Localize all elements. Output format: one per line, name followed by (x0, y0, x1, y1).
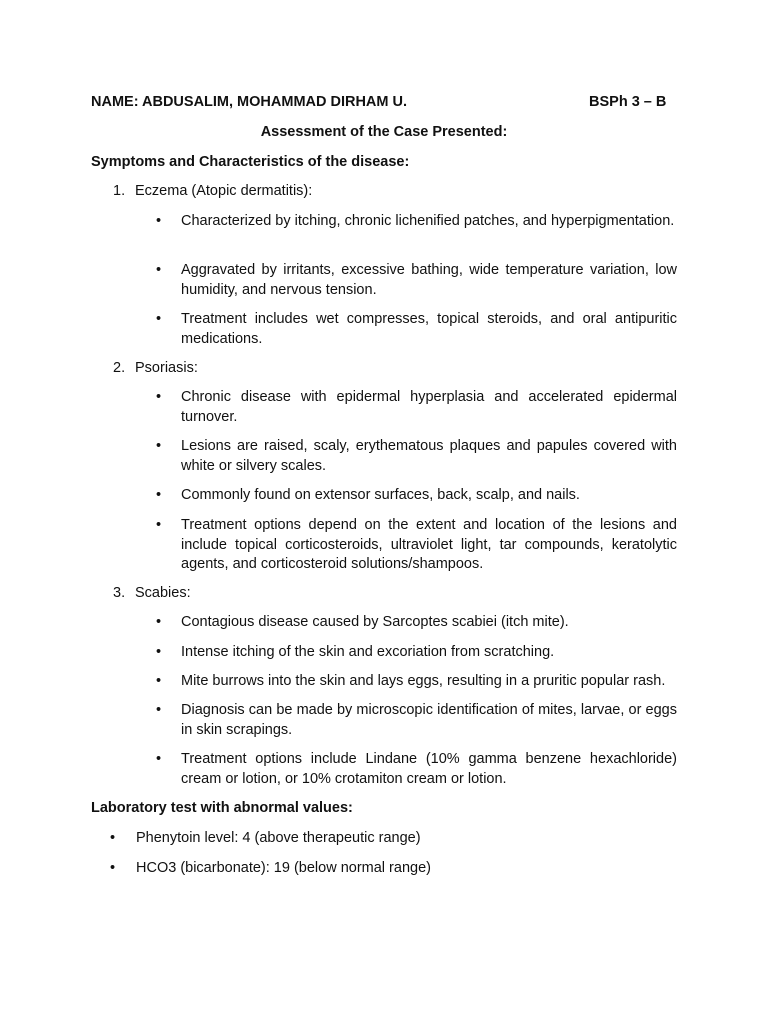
bullet-text: Commonly found on extensor surfaces, back, scalp, and nails. (181, 487, 580, 503)
list-item (156, 701, 677, 740)
list-item (156, 261, 677, 300)
bullet-text: Lesions are raised, scaly, erythematous plaques and papules covered with white or silvery scales. (181, 438, 677, 474)
lab-item-text: HCO3 (bicarbonate): 19 (below normal range) (136, 860, 431, 876)
bullet-icon: • (156, 751, 162, 767)
disease-name: Psoriasis: (135, 360, 198, 376)
disease-item-scabies (113, 584, 191, 604)
bullet-icon: • (156, 614, 162, 630)
list-item (156, 750, 677, 789)
list-item (156, 310, 677, 349)
list-item (156, 486, 677, 506)
disease-item-eczema (113, 182, 312, 202)
list-item (156, 388, 677, 427)
list-item (156, 613, 677, 633)
bullet-text: Diagnosis can be made by microscopic identification of mites, larvae, or eggs in skin scrapings. (181, 702, 677, 738)
bullet-text: Treatment options depend on the extent and location of the lesions and include topical corticosteroids, ultraviolet light, tar compounds, keratolytic agents, and corticosteroid solutions/shampoos. (181, 517, 677, 572)
list-item (156, 212, 677, 232)
class-code: BSPh 3 – B (589, 94, 667, 110)
bullet-text: Characterized by itching, chronic lichenified patches, and hyperpigmentation. (181, 213, 675, 229)
header-row (91, 93, 671, 113)
list-item (156, 437, 677, 476)
bullet-icon: • (156, 262, 162, 278)
bullet-text: Aggravated by irritants, excessive bathing, wide temperature variation, low humidity, and nervous tension. (181, 262, 677, 298)
bullet-icon: • (156, 517, 162, 533)
bullet-text: Treatment options include Lindane (10% gamma benzene hexachloride) cream or lotion, or 10% crotamiton cream or lotion. (181, 751, 677, 787)
bullet-text: Intense itching of the skin and excoriation from scratching. (181, 644, 555, 660)
bullet-icon: • (156, 213, 162, 229)
disease-name: Eczema (Atopic dermatitis): (135, 183, 313, 199)
bullet-text: Mite burrows into the skin and lays eggs, resulting in a pruritic popular rash. (181, 673, 666, 689)
symptoms-heading: Symptoms and Characteristics of the disease: (91, 154, 410, 170)
lab-heading: Laboratory test with abnormal values: (91, 800, 353, 816)
bullet-text: Treatment includes wet compresses, topical steroids, and oral antipuritic medications. (181, 311, 677, 347)
lab-item-text: Phenytoin level: 4 (above therapeutic range) (136, 830, 421, 846)
bullet-icon: • (156, 311, 162, 327)
list-item (110, 829, 670, 849)
list-item (110, 859, 670, 879)
list-item (156, 672, 677, 692)
bullet-text: Contagious disease caused by Sarcoptes scabiei (itch mite). (181, 614, 569, 630)
bullet-icon: • (110, 830, 116, 846)
list-item (156, 516, 677, 575)
list-number: 1. (113, 183, 126, 199)
student-name: NAME: ABDUSALIM, MOHAMMAD DIRHAM U. (91, 94, 408, 110)
bullet-icon: • (156, 702, 162, 718)
bullet-icon: • (156, 487, 162, 503)
page-title: Assessment of the Case Presented: (260, 124, 508, 140)
list-item (156, 643, 677, 663)
disease-item-psoriasis (113, 359, 198, 379)
list-number: 2. (113, 360, 126, 376)
bullet-icon: • (110, 860, 116, 876)
list-number: 3. (113, 585, 126, 601)
bullet-icon: • (156, 644, 162, 660)
bullet-icon: • (156, 673, 162, 689)
bullet-icon: • (156, 438, 162, 454)
bullet-text: Chronic disease with epidermal hyperplasia and accelerated epidermal turnover. (181, 389, 677, 425)
disease-name: Scabies: (135, 585, 191, 601)
bullet-icon: • (156, 389, 162, 405)
